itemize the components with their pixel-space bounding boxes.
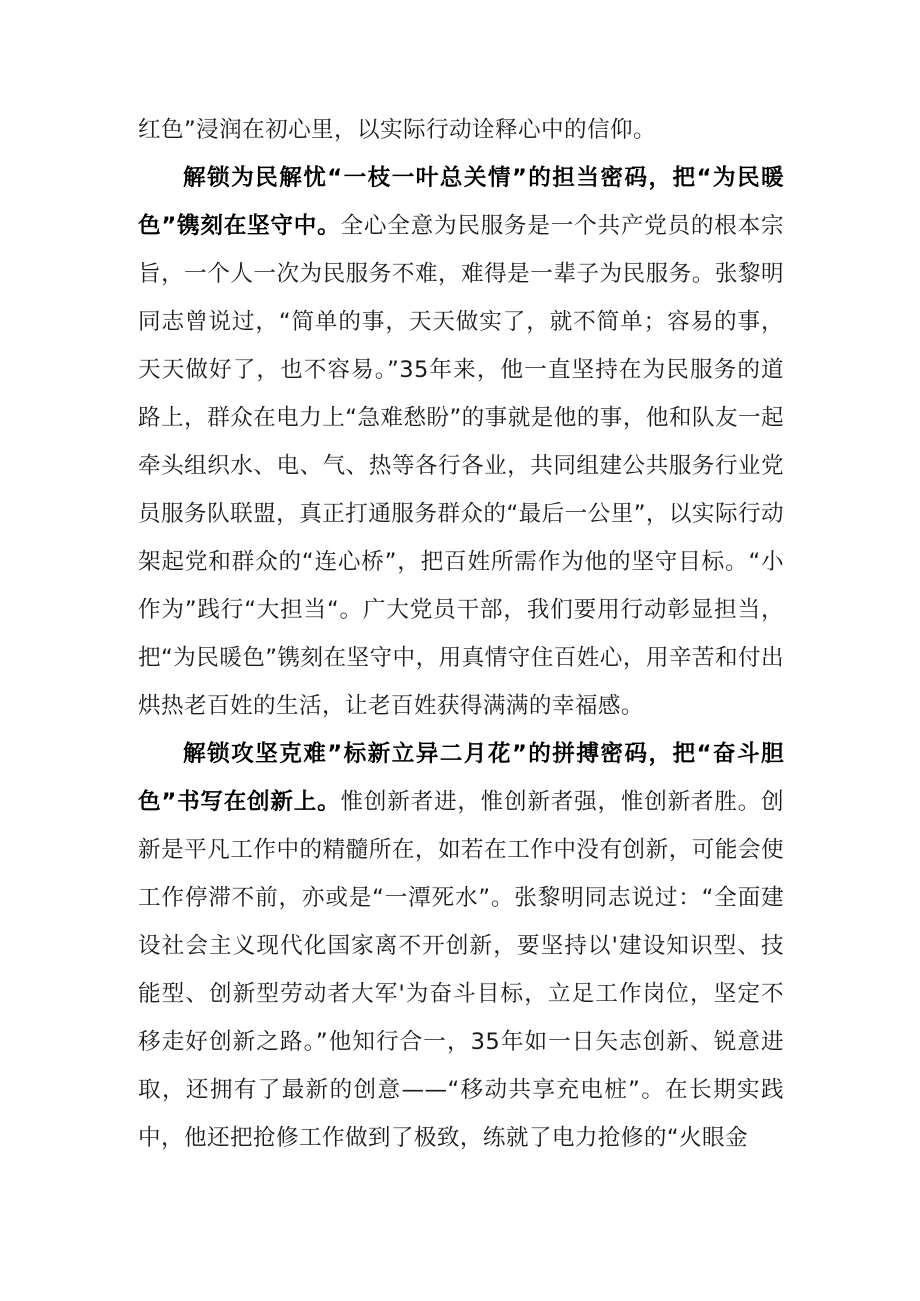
paragraph-2-text: 全心全意为民服务是一个共产党员的根本宗旨，一个人一次为民服务不难，难得是一辈子为民服务。张黎明同志曾说过，“简单的事，天天做实了，就不简单；容易的事，天天做好了，也不容易。”35年来，他一直坚持在为民服务的道路上，群众在电力上“急难愁盼”的事就是他的事，他和队友一起牵头组织水、电、气、热等各行各业，共同组建公共服务行业党员服务队联盟，真正打通服务群众的“最后一公里”，以实际行动架起党和群众的“连心桥”，把百姓所需作为他的坚守目标。“小作为”践行“大担当“。广大党员干部，我们要用行动彰显担当，把“为民暖色”镌刻在坚守中，用真情守住百姓心，用辛苦和付出烘热老百姓的生活，让老百姓获得满满的幸福感。: [138, 213, 785, 719]
paragraph-1: [138, 106, 784, 154]
paragraph-3-text: 惟创新者进，惟创新者强，惟创新者胜。创新是平凡工作中的精髓所在，如若在工作中没有创新，可能会使工作停滞不前，亦或是“一潭死水”。张黎明同志说过：“全面建设社会主义现代化国家离不开创新，要坚持以'建设知识型、技能型、创新型劳动者大军'为奋斗目标，立足工作岗位，坚定不移走好创新之路。”他知行合一，35年如一日矢志创新、锐意进取，还拥有了最新的创意——“移动共享充电桩”。在长期实践中，他还把抢修工作做到了极致，练就了电力抢修的“火眼金: [138, 789, 785, 1151]
paragraph-3: [138, 730, 784, 1162]
paragraph-3-lead: 解锁攻坚克难”标新立异二月花”的拼搏密码，把“奋斗胆色”书写在创新上。: [138, 741, 784, 815]
paragraph-1-text: 红色”浸润在初心里，以实际行动诠释心中的信仰。: [138, 117, 656, 143]
paragraph-2: [138, 154, 784, 730]
document-body: [138, 106, 784, 1162]
paragraph-2-lead: 解锁为民解忧“一枝一叶总关情”的担当密码，把“为民暖色”镌刻在坚守中。: [138, 165, 784, 239]
